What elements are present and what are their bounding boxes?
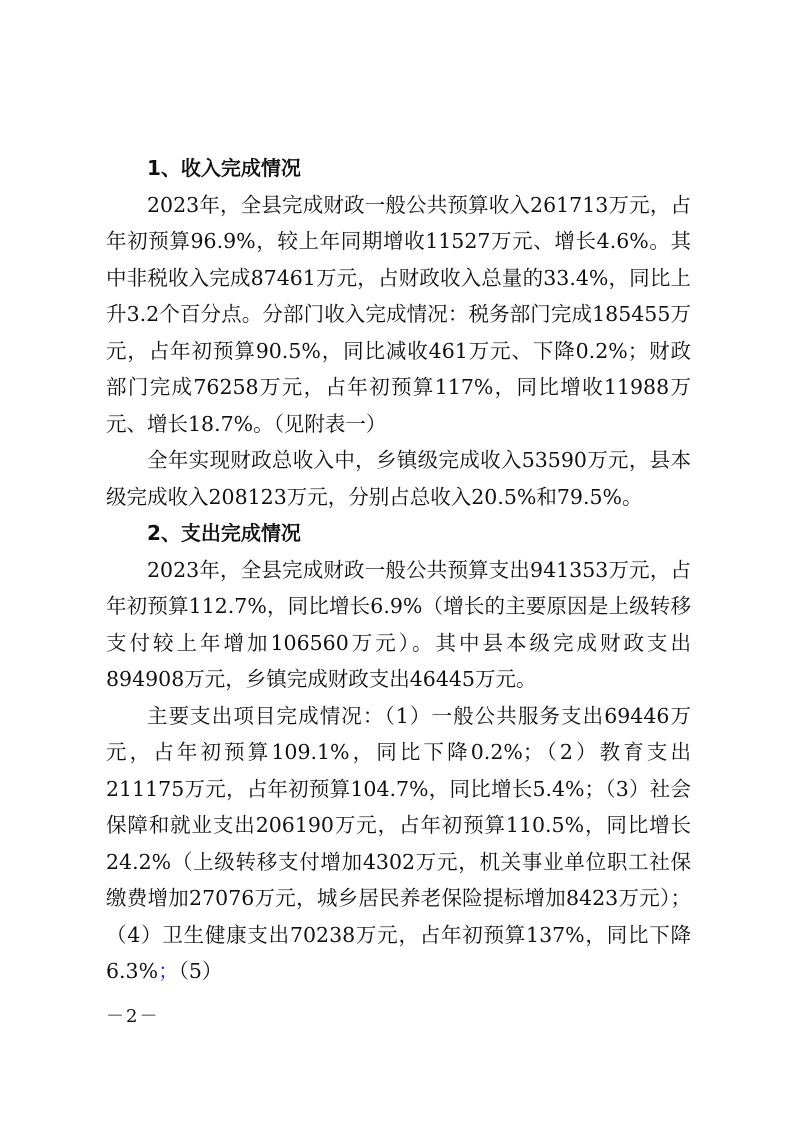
page-number: －2－	[106, 1006, 160, 1027]
expenditure-paragraph-2-text: 主要支出项目完成情况：（1）一般公共服务支出69446万元，占年初预算109.1%，同比下降0.2%；（2）教育支出211175万元，占年初预算104.7%，同比增长5.4%；（3）社会保障和就业支出206190万元，占年初预算110.5%，同比增长24.2%（上级转移支付增加4302万元，机关事业单位职工社保缴费增加27076万元，城乡居民养老保险提标增加8423万元）；（4）卫生健康支出70238万元，占年初预算137%，同比下降6.3%	[106, 703, 691, 983]
expenditure-paragraph-2	[106, 698, 691, 990]
document-body	[106, 150, 691, 990]
expenditure-paragraph-1: 2023年，全县完成财政一般公共预算支出941353万元，占年初预算112.7%，同比增长6.9%（增长的主要原因是上级转移支付较上年增加106560万元）。其中县本级完成财政支出894908万元，乡镇完成财政支出46445万元。	[106, 557, 691, 691]
section-heading-income: 1、收入完成情况	[147, 156, 301, 180]
expenditure-paragraph-2-tail: （5）	[178, 959, 223, 983]
income-paragraph-2: 全年实现财政总收入中，乡镇级完成收入53590万元，县本级完成收入208123万元，分别占总收入20.5%和79.5%。	[106, 448, 691, 509]
section-heading-expenditure: 2、支出完成情况	[147, 521, 301, 545]
highlighted-semicolon: ；	[158, 959, 179, 983]
income-paragraph-1: 2023年，全县完成财政一般公共预算收入261713万元，占年初预算96.9%，较上年同期增收11527万元、增长4.6%。其中非税收入完成87461万元，占财政收入总量的33.4%，同比上升3.2个百分点。分部门收入完成情况：税务部门完成185455万元，占年初预算90.5%，同比减收461万元、下降0.2%；财政部门完成76258万元，占年初预算117%，同比增收11988万元、增长18.7%。（见附表一）	[106, 192, 691, 436]
